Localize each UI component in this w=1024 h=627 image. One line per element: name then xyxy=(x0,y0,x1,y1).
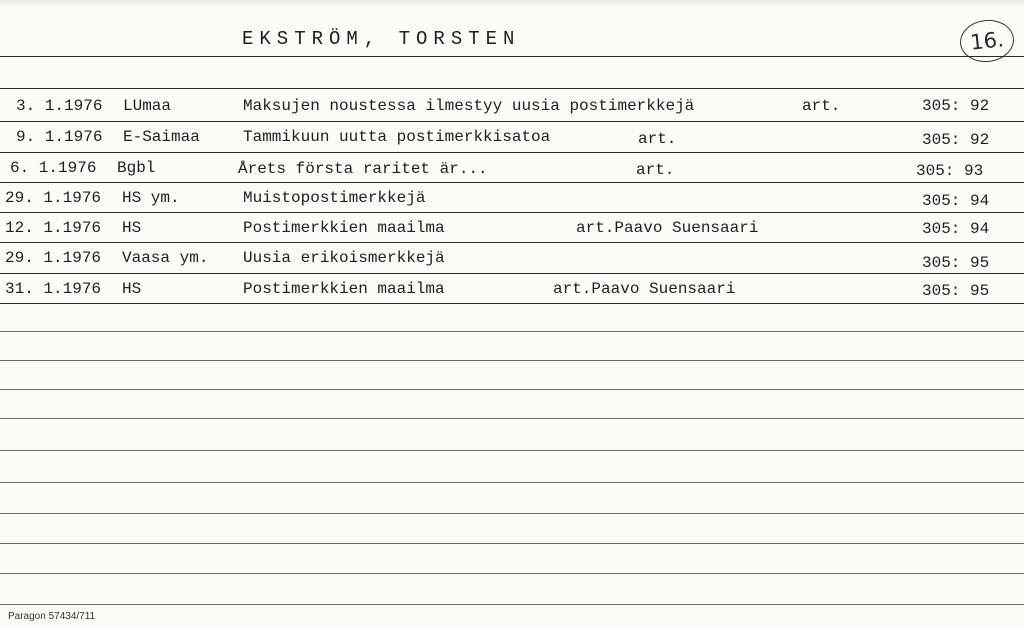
entry-source: LUmaa xyxy=(123,97,172,115)
blank-rule xyxy=(0,418,1024,419)
row-rule xyxy=(0,303,1024,304)
entry-row xyxy=(0,122,1024,152)
blank-rule xyxy=(0,331,1024,332)
entry-reference: 305: 95 xyxy=(922,254,990,272)
blank-rule xyxy=(0,604,1024,605)
card-number-circle: 16. xyxy=(958,17,1016,64)
entries-top-rule xyxy=(0,88,1024,89)
blank-rule xyxy=(0,482,1024,483)
blank-rule xyxy=(0,450,1024,451)
entry-reference: 305: 95 xyxy=(922,282,990,300)
entry-title: Postimerkkien maailma xyxy=(243,280,445,298)
entry-date: 3. 1.1976 xyxy=(16,97,103,115)
entry-row xyxy=(0,183,1024,213)
entry-title: Maksujen noustessa ilmestyy uusia postimerkkejä xyxy=(243,97,695,115)
entry-note: art. xyxy=(636,161,675,179)
entry-source: E-Saimaa xyxy=(123,128,200,146)
blank-rule xyxy=(0,543,1024,544)
entry-source: HS xyxy=(122,219,142,237)
entry-reference: 305: 94 xyxy=(922,192,990,210)
entry-date: 12. 1.1976 xyxy=(5,219,102,237)
blank-rule xyxy=(0,389,1024,390)
entry-note: art. xyxy=(638,130,677,148)
entry-reference: 305: 94 xyxy=(922,220,990,238)
entry-row xyxy=(0,243,1024,273)
entry-date: 31. 1.1976 xyxy=(5,280,102,298)
entry-row xyxy=(0,213,1024,243)
entry-row xyxy=(0,274,1024,304)
entry-reference: 305: 92 xyxy=(922,97,990,115)
entry-source: Bgbl xyxy=(117,159,156,177)
entry-row xyxy=(0,153,1024,183)
entry-date: 6. 1.1976 xyxy=(10,159,97,177)
top-shading xyxy=(0,0,1024,6)
entry-reference: 305: 92 xyxy=(922,131,990,149)
entry-title: Postimerkkien maailma xyxy=(243,219,445,237)
form-code: Paragon 57434/711 xyxy=(8,611,96,622)
entry-title: Muistopostimerkkejä xyxy=(243,189,426,207)
entry-note: art.Paavo Suensaari xyxy=(553,280,736,298)
blank-rule xyxy=(0,573,1024,574)
entry-date: 29. 1.1976 xyxy=(5,189,102,207)
entry-title: Tammikuun uutta postimerkkisatoa xyxy=(243,128,551,146)
entry-source: Vaasa ym. xyxy=(122,249,209,267)
entry-row xyxy=(0,91,1024,121)
header-rule xyxy=(0,56,1024,57)
entry-source: HS xyxy=(122,280,142,298)
entry-title: Uusia erikoismerkkejä xyxy=(243,249,445,267)
entry-note: art. xyxy=(802,97,841,115)
entry-source: HS ym. xyxy=(122,189,180,207)
card-title: EKSTRÖM, TORSTEN xyxy=(242,28,521,50)
blank-rule xyxy=(0,513,1024,514)
blank-rule xyxy=(0,360,1024,361)
entry-date: 29. 1.1976 xyxy=(5,249,102,267)
entry-reference: 305: 93 xyxy=(916,162,984,180)
entry-title: Årets första raritet är... xyxy=(238,160,488,178)
entry-note: art.Paavo Suensaari xyxy=(576,219,759,237)
entry-date: 9. 1.1976 xyxy=(16,128,103,146)
